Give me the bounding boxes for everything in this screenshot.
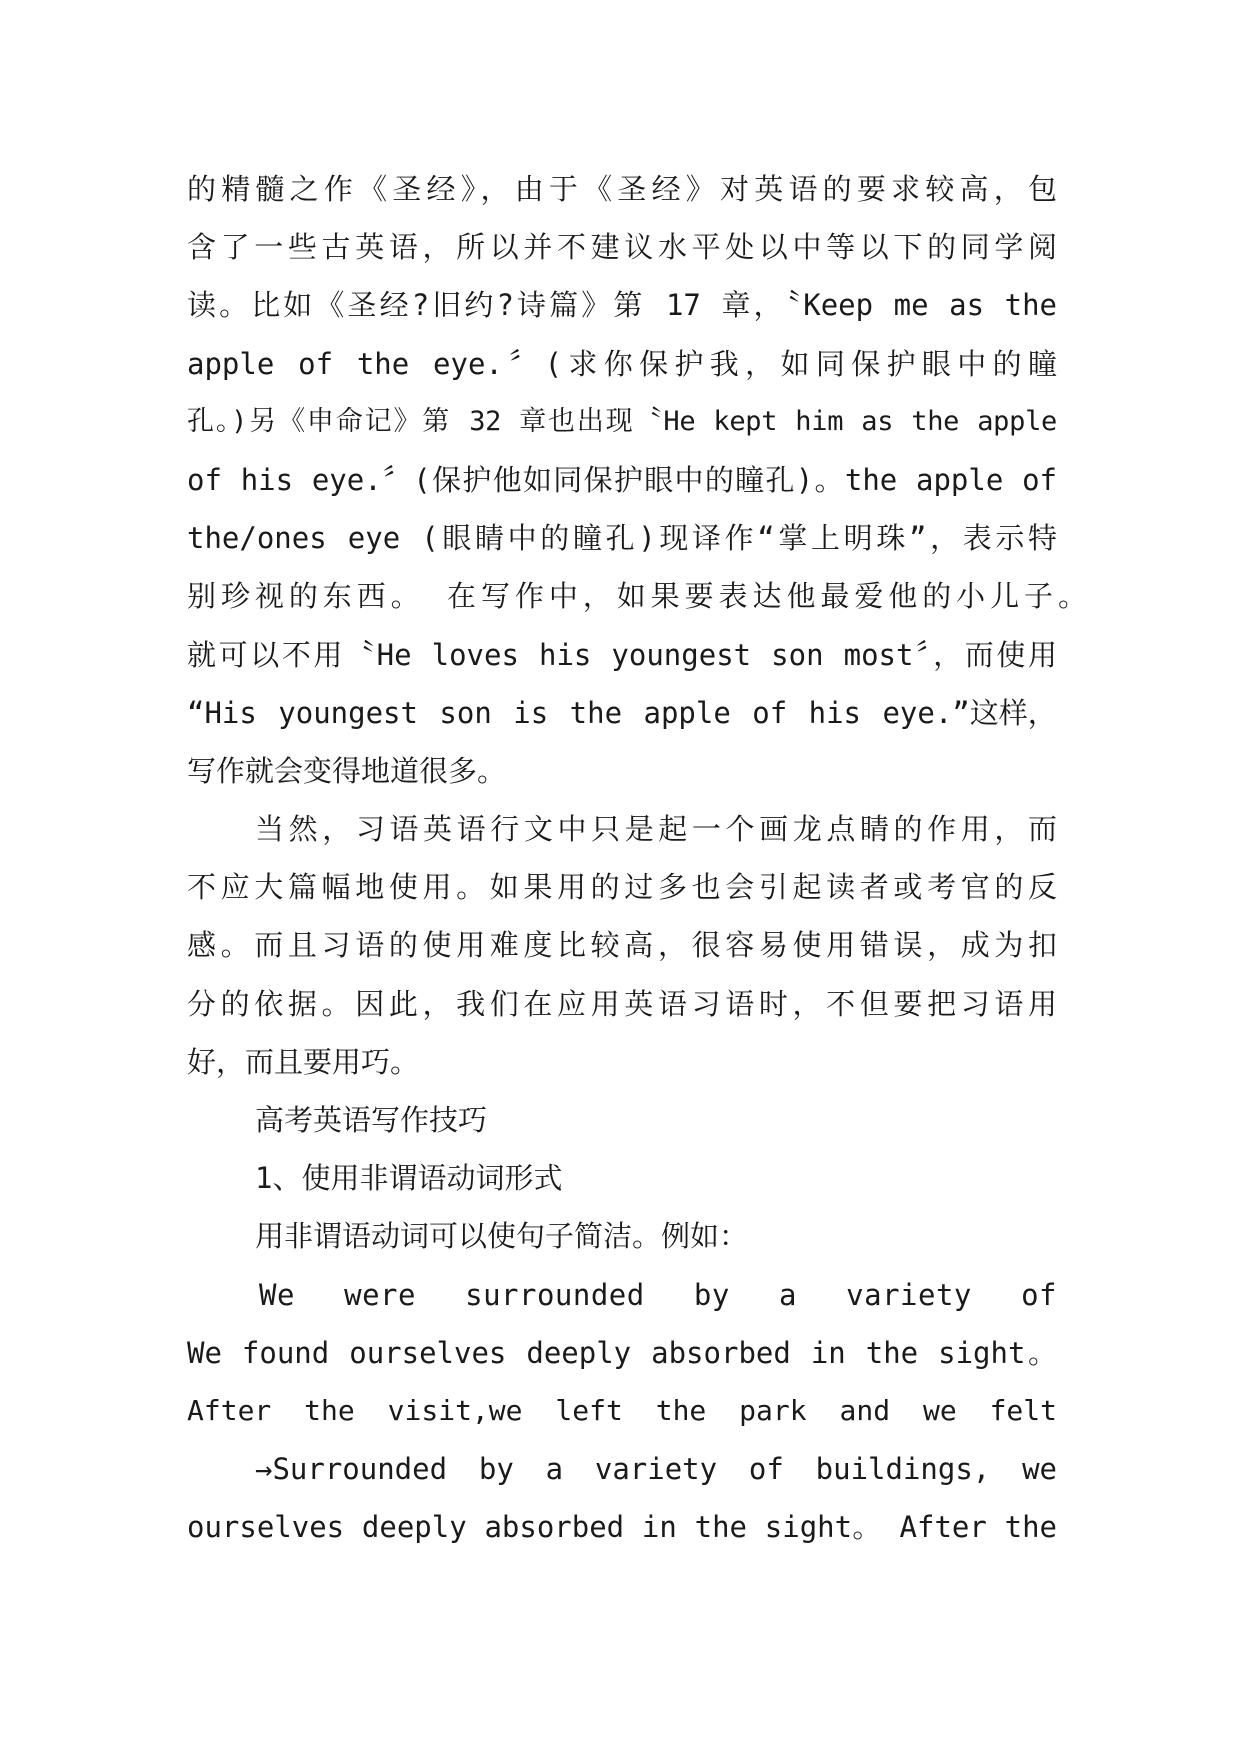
text-line: After the visit,we left the park and we felt: [187, 1393, 1057, 1427]
text-line: We found ourselves deeply absorbed in the sight。: [187, 1335, 1057, 1370]
text-line: 分的依据。因此，我们在应用英语习语时，不但要把习语用: [187, 986, 1057, 1021]
section-subheading: 1、使用非谓语动词形式: [255, 1161, 563, 1196]
text-line: the/ones eye (眼睛中的瞳孔)现译作“掌上明珠”，表示特: [187, 521, 1057, 556]
text-line: apple of the eye.〞(求你保护我，如同保护眼中的瞳: [187, 346, 1057, 381]
example-sentences: [187, 1266, 1057, 1441]
text-line: 孔。)另《申命记》第 32 章也出现〝He kept him as the apple: [187, 405, 1057, 437]
text-line: 不应大篇幅地使用。如果用的过多也会引起读者或考官的反: [187, 870, 1057, 905]
text-line: 好，而且要用巧。: [187, 1044, 420, 1079]
text-line: →Surrounded by a variety of buildings, we: [255, 1452, 1057, 1487]
text-line: We were surrounded by a variety of: [259, 1277, 1057, 1312]
text-line: ourselves deeply absorbed in the sight。 After the: [187, 1510, 1057, 1545]
text-line: 当然，习语英语行文中只是起一个画龙点睛的作用，而: [255, 812, 1057, 847]
text-line: of his eye.〞(保护他如同保护眼中的瞳孔)。the apple of: [187, 462, 1057, 497]
text-line: 写作就会变得地道很多。: [187, 753, 507, 788]
text-line: 别珍视的东西。 在写作中，如果要表达他最爱他的小儿子。: [187, 579, 1087, 614]
document-page: [187, 160, 1087, 1557]
rewritten-example: [187, 1440, 1057, 1556]
intro-text: 用非谓语动词可以使句子简洁。例如：: [255, 1219, 749, 1254]
text-line: 读。比如《圣经?旧约?诗篇》第 17 章，〝Keep me as the: [187, 288, 1057, 323]
section-heading: 高考英语写作技巧: [255, 1103, 488, 1137]
paragraph-bible-idiom: [187, 160, 1087, 800]
text-line: 就可以不用〝He loves his youngest son most〞，而使用: [187, 637, 1057, 672]
text-line: 感。而且习语的使用难度比较高，很容易使用错误，成为扣: [187, 928, 1057, 963]
text-line: 含了一些古英语，所以并不建议水平处以中等以下的同学阅: [187, 230, 1057, 265]
text-line: “His youngest son is the apple of his eye.”这样，: [187, 695, 1057, 730]
paragraph-idiom-usage: [187, 800, 1057, 1091]
text-line: 的精髓之作《圣经》，由于《圣经》对英语的要求较高，包: [187, 172, 1057, 206]
